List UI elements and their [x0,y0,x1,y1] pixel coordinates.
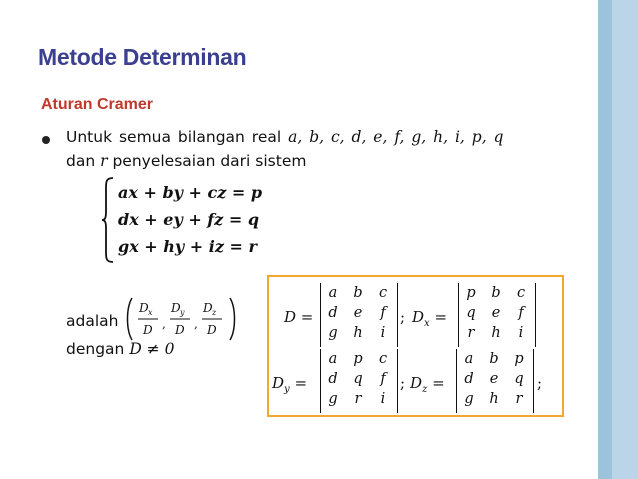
det-dz-matrix [456,349,534,413]
tuple-sub-y: y [180,308,185,317]
matrix-cell: e [489,371,499,387]
det-dz-separator: ; [537,374,543,392]
svg-text:,: , [194,317,198,331]
solution-tuple [126,296,236,342]
matrix-cell: b [491,285,501,301]
condition-line [66,340,174,358]
matrix-cell: p [514,351,524,367]
condition-expr: D ≠ 0 [129,340,175,358]
matrix-cell: d [464,371,474,387]
intro-prefix: Untuk semua bilangan real [66,128,282,146]
tuple-sub-x: x [148,308,153,317]
matrix-cell: c [516,285,526,301]
intro-vars: a, b, c, d, e, f, g, h, i, p, q [288,128,504,146]
matrix-cell: r [515,391,523,407]
matrix-cell: a [328,285,338,301]
matrix-cell: h [353,325,363,341]
matrix-cell: e [491,305,501,321]
det-d-label: D = [284,308,314,326]
matrix-cell: p [353,351,363,367]
sidebar-decoration-inner [612,0,638,479]
matrix-cell: r [467,325,475,341]
det-dx-matrix [458,283,536,347]
det-dy-matrix [320,349,398,413]
intro-line2-suffix: penyelesaian dari sistem [112,152,307,170]
tuple-num-z: D [203,301,213,315]
det-dx-label: $D_x$ = [412,308,448,329]
det-dy-separator: ; [400,374,406,392]
intro-line2-prefix: dan [66,152,96,170]
intro-line2-var: r [100,152,108,170]
system-brace-icon [101,176,115,264]
equation-1: ax + by + cz = p [118,183,263,202]
matrix-cell: i [380,391,386,407]
matrix-cell: b [489,351,499,367]
matrix-cell: d [328,371,338,387]
condition-prefix: dengan [66,340,125,358]
matrix-cell: r [354,391,362,407]
matrix-cell: f [380,371,386,387]
matrix-cell: q [466,305,476,321]
bullet-icon [42,136,50,144]
matrix-cell: a [328,351,338,367]
tuple-den-x: D [143,323,153,337]
tuple-sub-z: z [212,308,217,317]
matrix-cell: q [353,371,363,387]
matrix-cell: e [353,305,363,321]
intro-line-2 [66,152,306,170]
matrix-cell: g [464,391,474,407]
tuple-den-y: D [175,323,185,337]
matrix-cell: h [491,325,501,341]
equation-2: dx + ey + fz = q [118,210,259,229]
intro-line-1 [66,128,503,146]
slide-title: Metode Determinan [38,44,247,70]
matrix-cell: g [328,391,338,407]
tuple-num-x: D [139,301,149,315]
det-dy-label: $D_y$ = [272,374,308,395]
matrix-cell: i [518,325,524,341]
tuple-den-z: D [207,323,217,337]
slide-subtitle: Aturan Cramer [41,96,154,113]
matrix-cell: a [464,351,474,367]
det-d-separator: ; [400,308,406,326]
tuple-num-y: D [171,301,181,315]
equation-3: gx + hy + iz = r [118,237,257,256]
matrix-cell: c [378,285,388,301]
matrix-cell: f [518,305,524,321]
matrix-cell: h [489,391,499,407]
det-d-matrix [320,283,398,347]
matrix-cell: i [380,325,386,341]
matrix-cell: f [380,305,386,321]
svg-text:,: , [162,317,166,331]
matrix-cell: p [466,285,476,301]
matrix-cell: q [514,371,524,387]
matrix-cell: d [328,305,338,321]
matrix-cell: c [378,351,388,367]
det-dz-label: $D_z$ = [410,374,445,395]
result-label: adalah [66,312,119,330]
matrix-cell: g [328,325,338,341]
matrix-cell: b [353,285,363,301]
